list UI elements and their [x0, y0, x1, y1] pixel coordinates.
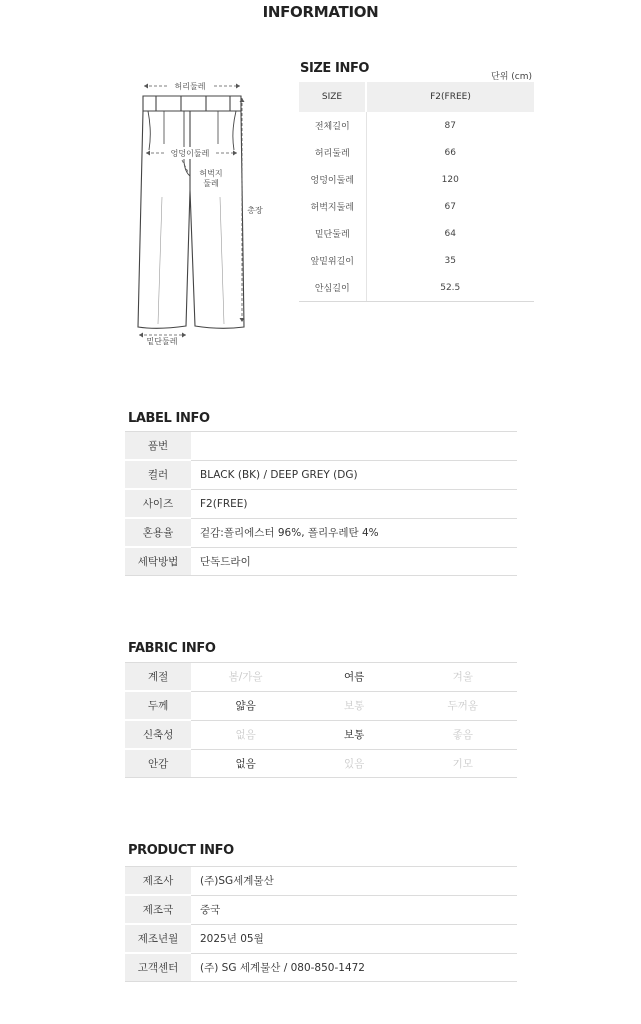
product-info-table: [125, 866, 517, 982]
fabric-row-label: 안감: [125, 749, 191, 778]
fabric-row-label: 신축성: [125, 720, 191, 749]
hip-label: 엉덩이둘레: [170, 149, 210, 158]
label-info-row-value: 겉감:폴리에스터 96%, 폴리우레탄 4%: [191, 518, 517, 547]
product-info-row-label: 고객센터: [125, 953, 191, 982]
product-info-row: [125, 953, 517, 982]
product-info-row-value: (주)SG세계물산: [191, 867, 517, 896]
label-info-row: [125, 489, 517, 518]
size-unit: 단위 (cm): [491, 72, 532, 82]
size-info-title: SIZE INFO: [300, 61, 370, 76]
fabric-row: [125, 720, 517, 749]
size-header-value: F2(FREE): [366, 82, 534, 112]
fabric-option: 봄/가을: [191, 663, 300, 692]
label-info-row-value: 단독드라이: [191, 547, 517, 576]
size-row-value: 67: [444, 201, 456, 212]
label-info-row-label: 컬러: [125, 460, 191, 489]
size-table: [299, 82, 534, 302]
size-row-label: 엉덩이둘레: [299, 166, 366, 193]
size-row: [299, 220, 534, 247]
size-row-label: 앞밑위길이: [299, 247, 366, 274]
product-info-row-value: (주) SG 세계물산 / 080-850-1472: [191, 953, 517, 982]
product-info-row-label: 제조사: [125, 867, 191, 896]
size-row-value: 64: [444, 228, 456, 239]
fabric-row-label: 두께: [125, 691, 191, 720]
fabric-option-selected: 얇음: [191, 691, 300, 720]
label-info-row-label: 사이즈: [125, 489, 191, 518]
label-info-row-label: 세탁방법: [125, 547, 191, 576]
fabric-info-title: FABRIC INFO: [128, 641, 216, 656]
label-info-row: [125, 547, 517, 576]
size-row-label: 밑단둘레: [299, 220, 366, 247]
fabric-option: 있음: [300, 749, 409, 778]
size-row: [299, 139, 534, 166]
label-info-row: [125, 518, 517, 547]
thigh-label-line2: 둘레: [203, 179, 219, 188]
length-label: 총장: [247, 206, 263, 215]
product-info-row-label: 제조국: [125, 895, 191, 924]
label-info-row-value: BLACK (BK) / DEEP GREY (DG): [191, 460, 517, 489]
label-info-row-value: F2(FREE): [191, 489, 517, 518]
size-row: [299, 166, 534, 193]
product-info-row: [125, 924, 517, 953]
label-info-row: [125, 460, 517, 489]
label-info-title: LABEL INFO: [128, 411, 210, 426]
size-row-value: 52.5: [366, 274, 534, 302]
size-row-value: 87: [444, 120, 456, 131]
hem-label: 밑단둘레: [146, 337, 178, 346]
size-row-label: 안심길이: [299, 274, 366, 302]
product-info-row: [125, 867, 517, 896]
size-row: [299, 193, 534, 220]
size-row-label: 허벅지둘레: [299, 193, 366, 220]
product-info-row: [125, 895, 517, 924]
fabric-row: [125, 749, 517, 778]
pants-diagram: [120, 72, 280, 357]
size-row: [299, 274, 534, 302]
product-info-row-value: 중국: [191, 895, 517, 924]
size-header-label: SIZE: [299, 82, 366, 112]
size-row-value: 35: [444, 255, 456, 266]
label-info-table: [125, 431, 517, 576]
size-row-label: 허리둘레: [299, 139, 366, 166]
size-row-label: 전체길이: [299, 112, 366, 139]
fabric-option-selected: 보통: [300, 720, 409, 749]
fabric-row-label: 계절: [125, 663, 191, 692]
fabric-info-table: [125, 662, 517, 778]
size-row-value: 66: [444, 147, 456, 158]
product-info-row-label: 제조년월: [125, 924, 191, 953]
fabric-option: 겨울: [408, 663, 517, 692]
product-info-title: PRODUCT INFO: [128, 843, 234, 858]
label-info-row-label: 혼용율: [125, 518, 191, 547]
fabric-option: 좋음: [408, 720, 517, 749]
label-info-row-label: 품번: [125, 432, 191, 461]
fabric-option-selected: 여름: [300, 663, 409, 692]
fabric-row: [125, 663, 517, 692]
fabric-option: 보통: [300, 691, 409, 720]
thigh-label-line1: 허벅지: [199, 169, 223, 178]
size-row-value: 120: [441, 174, 459, 185]
fabric-option: 기모: [408, 749, 517, 778]
waist-label: 허리둘레: [174, 82, 206, 91]
label-info-row: [125, 432, 517, 461]
fabric-option-selected: 없음: [191, 749, 300, 778]
label-info-row-value: [191, 432, 517, 461]
fabric-row: [125, 691, 517, 720]
product-info-row-value: 2025년 05월: [191, 924, 517, 953]
fabric-option: 없음: [191, 720, 300, 749]
size-row: [299, 112, 534, 139]
page-title: INFORMATION: [262, 3, 379, 21]
fabric-option: 두꺼움: [408, 691, 517, 720]
size-row: [299, 247, 534, 274]
